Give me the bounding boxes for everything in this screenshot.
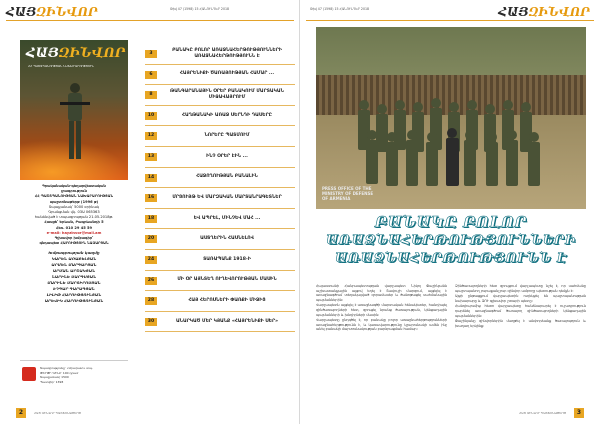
crew-member: ԱՐՄԱՆ ԱՐՇԱԿՅԱՆ: [52, 268, 96, 274]
editor-in-chief: գնդապետ ՀԱՐՈՒԹՅՈՒՆ ՆԱԶԱՐՅԱՆ: [39, 241, 109, 246]
toc-page-number: 28: [145, 297, 157, 305]
info-line: Գրանցման վկ. 03Ա 065363: [48, 210, 100, 215]
imprint-line: Տպագրությունը՝ «Արարատ» տպ.: [40, 366, 94, 370]
toc-page-number: 26: [145, 277, 157, 285]
toc-title: ԵՎ ԱՊՐԵԼ, ՄԻՆՉԵՎ ՄԱՀ ...: [193, 215, 261, 221]
paragraph: Վարչապետը ընդգծել է, որ բանակը բոլոր առաջնահերթությունների առաջնահերթությունն է, և կառավարությունը կշարունակի ամեն ինչ անել բանակի մարտունակության բարձրացման համար:: [316, 318, 447, 332]
toc-title: ՏԱՌԱՊԱՆՔ 1918-Ի: [203, 256, 251, 262]
toc-page-number: 14: [145, 174, 157, 182]
soldier-figure: [60, 80, 90, 162]
paragraph: Հանդիպումից հետո վարչապետը հանձնարարել է ուշադրություն դարձնել առաջնագծում ծառայող զինծառայողների կենցաղային պայմաններին:: [455, 304, 586, 318]
crew-member: ՄԱՐԻՆԵ ՄԱՐՏԻՐՈՍՅԱՆ: [47, 280, 101, 286]
masthead-part1: ՀԱՅ: [6, 5, 37, 19]
crew-member: ԱՐԵՎԻԿ ՀԱՐՈՒԹՅՈՒՆՅԱՆ: [44, 298, 104, 304]
masthead-part1: ՀԱՅ: [498, 5, 529, 19]
paragraph: Վարչապետն այցելել է առաջնագծի մարտական հենակետեր, հանդիպել զինծառայողների հետ, զրուցել նրանց ծառայության, կենցաղային պայմանների և խնդիրների մասին:: [316, 303, 447, 317]
headline-line: ԱՌԱՋՆԱՀԵՐԹՈՒԹՅՈՒՆՆ Է: [334, 251, 568, 266]
printer-logo-icon: [22, 367, 36, 381]
cover-logo: [26, 46, 125, 61]
page-number-left: 2: [16, 408, 26, 418]
headline-line: ԱՌԱՋՆԱՀԵՐԹՈՒԹՅՈՒՆՆԵՐԻ: [326, 233, 576, 248]
masthead-left: [6, 5, 98, 19]
info-line: լրագրություն: [61, 189, 87, 194]
toc-item[interactable]: [145, 65, 295, 86]
imprint: [20, 360, 128, 388]
toc-title: ՀԱՅ ՀԵՐՈՍՆԵՐԻ ՓԱՌՔԻ ՄԻՋԻՑ: [188, 297, 266, 303]
toc-page-number: 24: [145, 256, 157, 264]
footer-text: ՀԱՅ ԶԻՆՎՈՐ ՊԱՇՏՈՆԱԹԵՐԹ: [519, 411, 566, 415]
footer-left: [0, 404, 300, 424]
credit-line: OF ARMENIA: [322, 196, 351, 201]
toc-item[interactable]: [145, 168, 295, 189]
toc-title: ԱՍՏՂԵՐԻՆ ՀԱՍՆԵԼՈՎ: [200, 236, 254, 242]
headline-line: ԲԱՆԱԿԸ ԲՈԼՈՐ: [374, 213, 528, 231]
article-column: [455, 284, 586, 333]
info-line: հանձնված է տպագրության 21.05.2018թ.: [34, 215, 114, 220]
top-rule: [6, 20, 294, 21]
toc-item[interactable]: [145, 44, 295, 65]
footer-text: ՀԱՅ ԶԻՆՎՈՐ ՊԱՇՏՈՆԱԹԵՐԹ: [34, 411, 81, 415]
article-body: [316, 284, 586, 333]
toc-title: ՄՐՑՈՒՅԹ ԵՎ ՄԱՐԶԱԿԱՆ ՄԱՐՏԱՆՐԱԳԵՏՆԵՐ: [172, 194, 282, 200]
footer-right: [300, 404, 600, 424]
toc-item[interactable]: [145, 209, 295, 230]
info-line: Հեռ. 010 29 45 59: [56, 225, 92, 230]
right-page: [300, 0, 600, 424]
issue-info-right: Թիվ 47 (1598) 15 ՀԱՆՈՒՆԴԵՐ 2018: [310, 7, 370, 11]
imprint-line: Տպաքանակ՝ 1500: [40, 375, 69, 380]
cover-subtitle: ՀՀ ՊԱՇՏՊԱՆՈՒԹՅԱՆ ՆԱԽԱՐԱՐՈՒԹՅՈՒՆ: [28, 64, 94, 68]
crew-heading: Խմբագրության կազմը: [48, 250, 100, 256]
masthead-right: [498, 5, 590, 19]
info-line: ՀՀ ՊԱՇՏՊԱՆՈՒԹՅԱՆ ՆԱԽԱՐԱՐՈՒԹՅԱՆ: [34, 194, 114, 199]
toc-title: ԻՆՉ ՕՐԵՐ ԷԻՆ ...: [206, 153, 248, 159]
toc-item[interactable]: [145, 85, 295, 106]
top-rule: [306, 20, 594, 21]
toc-page-number: 12: [145, 132, 157, 140]
toc-title: ԹԱՆԳԱՐԱՆԱՅԻՆ ՕՐԵՐ ԲԱՆԱԿՈՒՄ ՄԱՐՏԱԿԱՆ ՄԻՋԱՎԱՅՐՈՒՄ: [170, 88, 284, 100]
toc-item[interactable]: [145, 291, 295, 312]
masthead-part2: ԶԻՆՎՈՐ: [528, 5, 590, 19]
toc-title: ՀԱՂԹԱՆԱԿԻ ԱՌԱՋ ՍԵՐՆԴԻ ԴԱՍԵՐԸ: [181, 112, 272, 118]
photo-credit: [322, 186, 373, 201]
imprint-line: Պատվեր՝ 1398: [40, 379, 64, 384]
cover-logo-part1: ՀԱՅ: [26, 46, 59, 61]
cover-image: [20, 40, 128, 180]
toc-title: ԲԱՆԱԿԸ ԲՈԼՈՐ ԱՌԱՋՆԱՀԵՐԹՈՒԹՅՈՒՆՆԵՐԻ ԱՌԱՋՆԱՀԵՐԹՈՒԹՅՈՒՆՆ Է: [172, 47, 282, 59]
toc-title: ԱՆԱՐԿԱԾ ՄԵՐ ԿՅԱՆՔ «ՀԱՅՐԵՆԻՔԻ ՍԵՐ»: [175, 318, 279, 324]
toc-page-number: 13: [145, 153, 157, 161]
toc-title: ՆՈՐԵՐԸ ՊԱՏՄՈՒՄ: [204, 133, 250, 139]
info-line: Տպաքանակ՝ 5000 օրինակ: [48, 204, 100, 209]
paragraph: Փաշինյանը զինվորներին մաղթել է անփորձանք ծառայություն և խաղաղ երկինք:: [455, 319, 586, 328]
table-of-contents: [145, 44, 295, 332]
email-link[interactable]: e-mail: hayzinvor@mail.am: [46, 230, 102, 235]
toc-title: ՄԻ ՕՐ ԱՅՆՏԵՂ ՈՒՂԵՎՈՐՈՒԹՅԱՆ ՄԱՍԻՆ: [177, 277, 277, 283]
toc-page-number: 20: [145, 235, 157, 243]
toc-title: ՀԱՋՈՂՈՒԹՅԱՆ ԲԱՆԱԼԻՆ: [196, 174, 258, 180]
toc-page-number: 3: [145, 50, 157, 58]
toc-item[interactable]: [145, 312, 295, 333]
toc-page-number: 18: [145, 215, 157, 223]
toc-page-number: 6: [145, 71, 157, 79]
toc-page-number: 8: [145, 91, 157, 99]
toc-item[interactable]: [145, 106, 295, 127]
toc-page-number: 10: [145, 112, 157, 120]
crew-member: ԼԻԼԻԹ ՀԱՐՈՒԹՅՈՒՆՅԱՆ: [46, 292, 102, 298]
sidebar: [20, 40, 128, 395]
toc-item[interactable]: [145, 147, 295, 168]
toc-page-number: 30: [145, 318, 157, 326]
toc-item[interactable]: [145, 188, 295, 209]
paragraph: Հայաստանի Հանրապետության վարչապետ Նիկոլ Փաշինյանն աշխատանքային այցով եղել է Տավուշի մարզում, այցելել է առաջնագծում տեղակայված զորամասեր և ծանոթացել սահմանային պայմաններին:: [316, 284, 447, 302]
toc-page-number: 16: [145, 194, 157, 202]
crew-member: ԿԱՐԵՆ ԱՌԱՔԵԼՅԱՆ: [51, 256, 97, 262]
toc-item[interactable]: [145, 271, 295, 292]
article-photo: [316, 27, 586, 209]
toc-item[interactable]: [145, 126, 295, 147]
info-line: Գլխավոր խմբագիր՝: [54, 236, 94, 241]
paragraph: Զինծառայողների հետ զրույցում վարչապետը նշել է, որ սահմանը պաշտպանող յուրաքանչյուր զինվոր ամբողջ պետության դեմքն է:: [455, 284, 586, 293]
info-line: Հասցե՝ Երևան, Բագրևանդի 5: [44, 220, 104, 225]
cover-logo-part2: ԶԻՆՎՈՐ: [58, 46, 126, 61]
crew-member: ՆԱՐԻՆԵ ՍԱՐԳՍՅԱՆ: [51, 274, 97, 280]
crew-member: ԱՐՄԵՆ ՄԱՐԳԱՐՅԱՆ: [51, 262, 97, 268]
editorial-crew: [20, 250, 128, 304]
credit-line: PRESS OFFICE OF THE: [322, 186, 372, 191]
imprint-text: [40, 366, 93, 384]
article-column: [316, 284, 447, 333]
info-line: պաշտոնաթերթ (1996 թ): [49, 199, 99, 204]
page-number-right: 3: [574, 408, 584, 418]
toc-item[interactable]: [145, 250, 295, 271]
toc-title: ՀԱՅՐԵՆԻՔԻ ԾԱՌԱՅՈՒԹՅԱՆ ՀԱՄԱՐ ...: [179, 71, 275, 77]
credit-line: MINISTRY OF DEFENSE: [322, 191, 374, 196]
imprint-line: ԹԵՐԹԻ ԳԻՆԸ՝ 100 դրամ: [40, 370, 79, 375]
soldiers-group: [352, 87, 552, 197]
crew-member: ԷԴԳԱՐ ԳԱՐԱԳՅԱՆ: [53, 286, 95, 292]
article-headline: [316, 212, 586, 268]
info-line: Գրականական-գեղարվեստական: [42, 184, 106, 188]
issue-info-left: Թիվ 47 (1598) 15 ՀԱՆՈՒՆԴԵՐ 2018: [170, 7, 230, 11]
publication-info: [20, 184, 128, 304]
masthead-part2: ԶԻՆՎՈՐ: [36, 5, 98, 19]
paragraph: Այցի ընթացքում վարչապետին ուղեկցել են պաշտպանության նախարարը և ԶՈՒ գլխավոր շտաբի պետը:: [455, 294, 586, 303]
toc-item[interactable]: [145, 229, 295, 250]
